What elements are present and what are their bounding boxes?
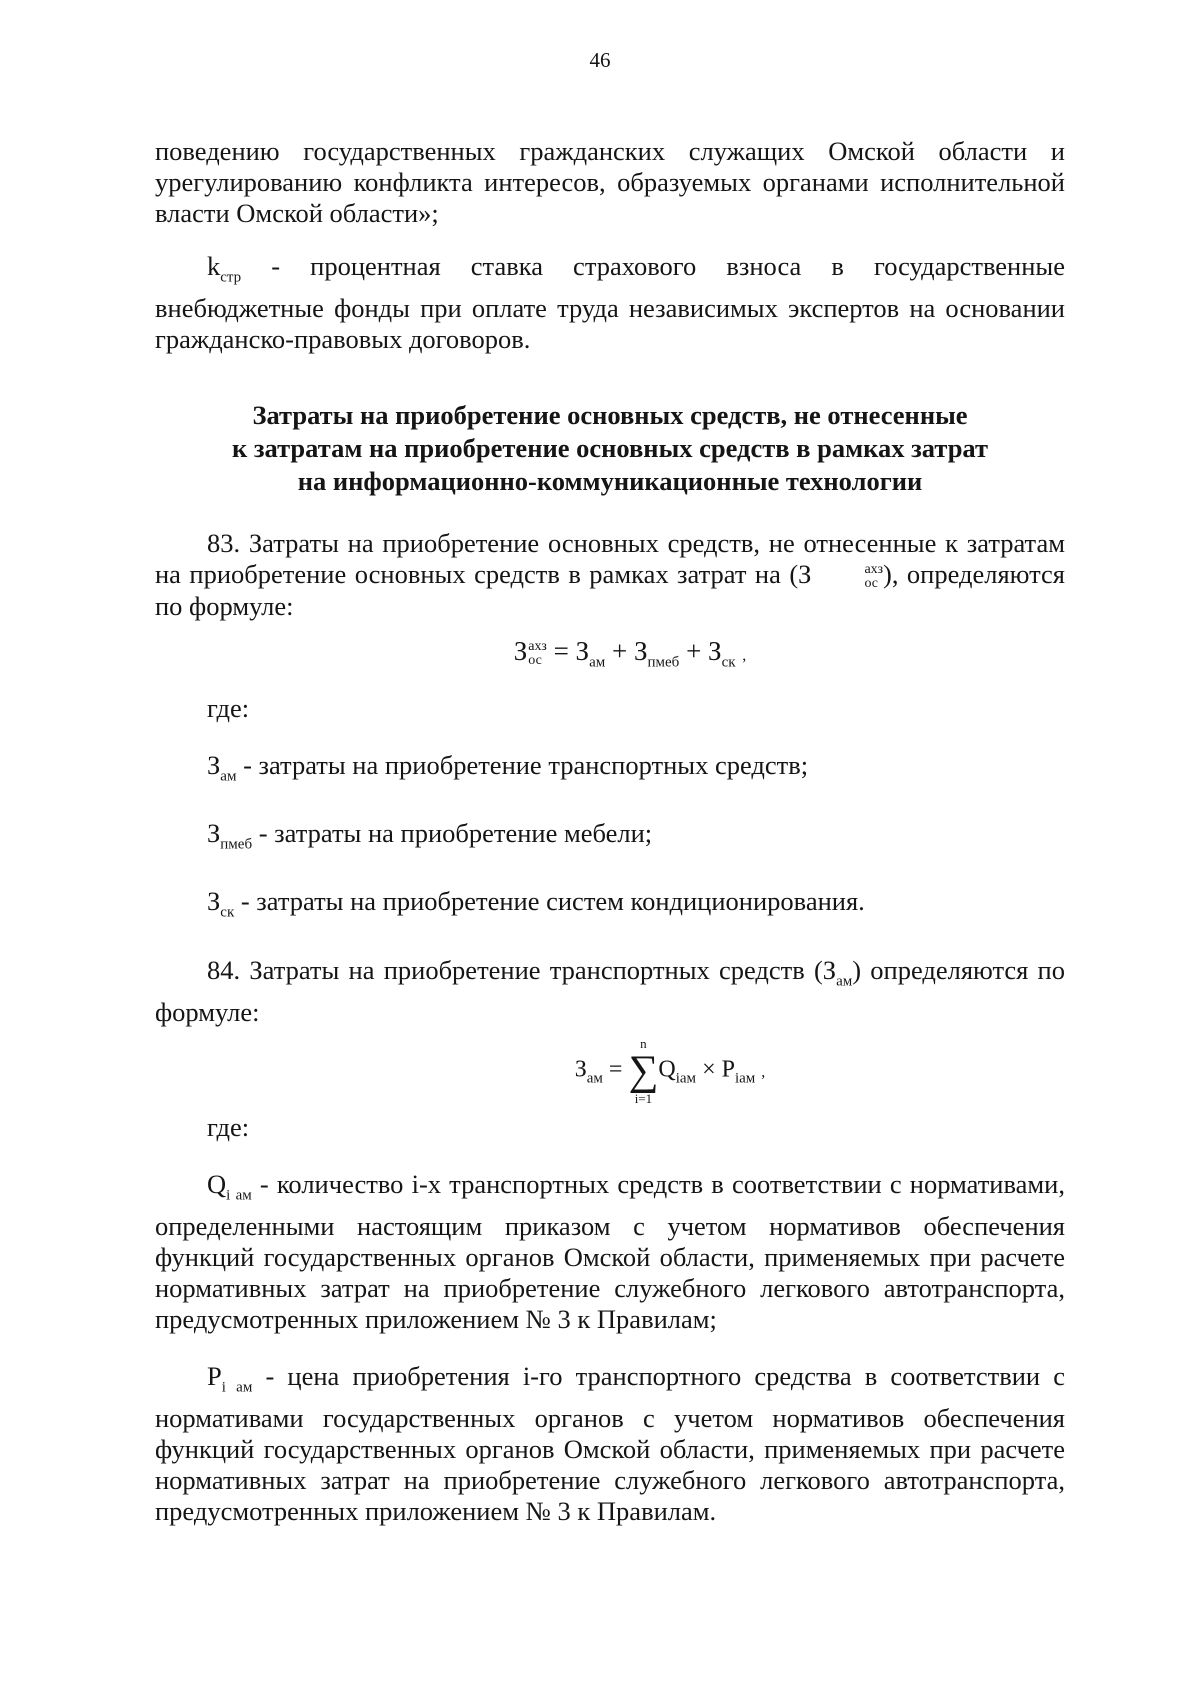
f1-eq: = — [553, 636, 569, 667]
def-q — [155, 1169, 1065, 1335]
p84-sub: ам — [836, 972, 853, 989]
f2-lhs-symbol: З — [574, 1056, 587, 1083]
p83-sub: ос — [864, 576, 878, 592]
p83-after: ), определяются по формуле: — [155, 559, 1065, 622]
where-label-2: где: — [207, 1111, 250, 1142]
where-label-1: где: — [207, 692, 250, 723]
f1-plus-2: + — [686, 636, 702, 667]
f1-plus-1: + — [611, 636, 628, 667]
def-p-sub: i ам — [221, 1379, 253, 1396]
f1-lhs-symbol: З — [513, 636, 528, 667]
p83-before: 83. Затраты на приобретение основных средств, не отнесенные к затратам на приобретение основных средств в рамках затрат на ( — [155, 528, 1065, 590]
document-body — [155, 136, 1065, 1527]
kstr-text: - процентная ставка страхового взноса в государственные внебюджетные фонды при оплате труда независимых экспертов на основании гражданско-правовых договоров. — [155, 251, 1065, 355]
page-number: 46 — [589, 48, 611, 72]
def-zam-symbol: З — [207, 749, 221, 780]
f2-sum-symbol: ∑ — [628, 1047, 659, 1094]
def-zam-sub: ам — [220, 767, 237, 784]
def-zsk — [155, 886, 1065, 928]
heading-line-1: Затраты на приобретение основных средств, не отнесенные — [252, 400, 968, 431]
f2-p-symbol: P — [721, 1056, 735, 1083]
f1-t1-sub: ам — [589, 654, 606, 671]
f1-t3-sub: ск — [721, 654, 736, 671]
paragraph-84 — [155, 955, 1065, 1028]
def-zpmeb-text: - затраты на приобретение мебели; — [252, 817, 653, 848]
def-p-text: - цена приобретения i-го транспортного средства в соответствии с нормативами государственных органов с учетом нормативов обеспечения функций государственных органов Омской области, применяемых при расчете нормативных затрат на приобретение служебного легкового автотранспорта, предусмотренных приложением № 3 к Правилам. — [155, 1361, 1065, 1527]
def-zsk-symbol: З — [207, 886, 221, 917]
f2-sum-bottom: i=1 — [634, 1090, 653, 1106]
f1-t1-symbol: З — [575, 636, 590, 667]
def-q-text: - количество i-х транспортных средств в соответствии с нормативами, определенными настоящим приказом с учетом нормативов обеспечения функций государственных органов Омской области, применяемых при расчете нормативных затрат на приобретение служебного легкового автотранспорта, предусмотренных приложением № 3 к Правилам; — [155, 1168, 1065, 1335]
p84-symbol: З — [822, 954, 837, 985]
f1-t2-sub: пмеб — [647, 654, 680, 671]
f1-lhs-index-stack — [528, 640, 547, 668]
paragraph-83 — [155, 528, 1065, 622]
def-p-symbol: P — [207, 1361, 222, 1392]
heading-line-2: к затратам на приобретение основных средств в рамках затрат — [231, 433, 989, 464]
def-zpmeb-symbol: З — [207, 817, 221, 848]
f2-lhs-sub: ам — [586, 1070, 603, 1087]
heading-line-3: на информационно-коммуникационные технологии — [297, 466, 923, 497]
f1-lhs-sub: ос — [528, 653, 542, 669]
f2-q-symbol: Q — [658, 1056, 676, 1083]
f1-lhs-sup: ахз — [528, 639, 547, 655]
def-zsk-sub: ск — [220, 904, 235, 921]
def-q-sub: i ам — [226, 1187, 252, 1204]
f2-eq: = — [608, 1056, 623, 1083]
def-zpmeb-sub: пмеб — [220, 836, 253, 853]
p84-after: ) определяются по формуле: — [155, 954, 1065, 1027]
def-p — [155, 1361, 1065, 1527]
def-zsk-text: - затраты на приобретение систем кондиционирования. — [234, 886, 865, 917]
f2-q-sub: iам — [675, 1070, 697, 1087]
p83-sup: ахз — [864, 562, 883, 578]
f1-end: , — [742, 647, 747, 665]
kstr-subscript: стр — [220, 269, 242, 286]
p83-index-stack — [812, 563, 883, 591]
f2-summation — [628, 1036, 658, 1106]
section-heading — [155, 399, 1065, 498]
paragraph-intro: поведению государственных гражданских служащих Омской области и урегулированию конфликта интересов, образуемых органами исполнительной власти Омской области»; — [155, 136, 1065, 228]
p83-symbol: З — [798, 559, 812, 590]
def-zam — [155, 750, 1065, 792]
p84-before: 84. Затраты на приобретение транспортных средств ( — [207, 954, 823, 985]
f1-t3-symbol: З — [708, 636, 722, 667]
formula-base-assets — [155, 636, 1065, 678]
f2-end: , — [761, 1063, 766, 1081]
def-zam-text: - затраты на приобретение транспортных средств; — [236, 749, 809, 780]
f1-t2-symbol: З — [633, 636, 648, 667]
paragraph-kstr — [155, 251, 1065, 355]
kstr-symbol: k — [207, 251, 221, 281]
formula-vehicles — [155, 1036, 1065, 1106]
def-zpmeb — [155, 818, 1065, 860]
f2-p-sub: iам — [734, 1070, 756, 1087]
f2-times: × — [702, 1056, 716, 1083]
f2-sum-top: n — [640, 1035, 647, 1051]
def-q-symbol: Q — [207, 1168, 227, 1199]
